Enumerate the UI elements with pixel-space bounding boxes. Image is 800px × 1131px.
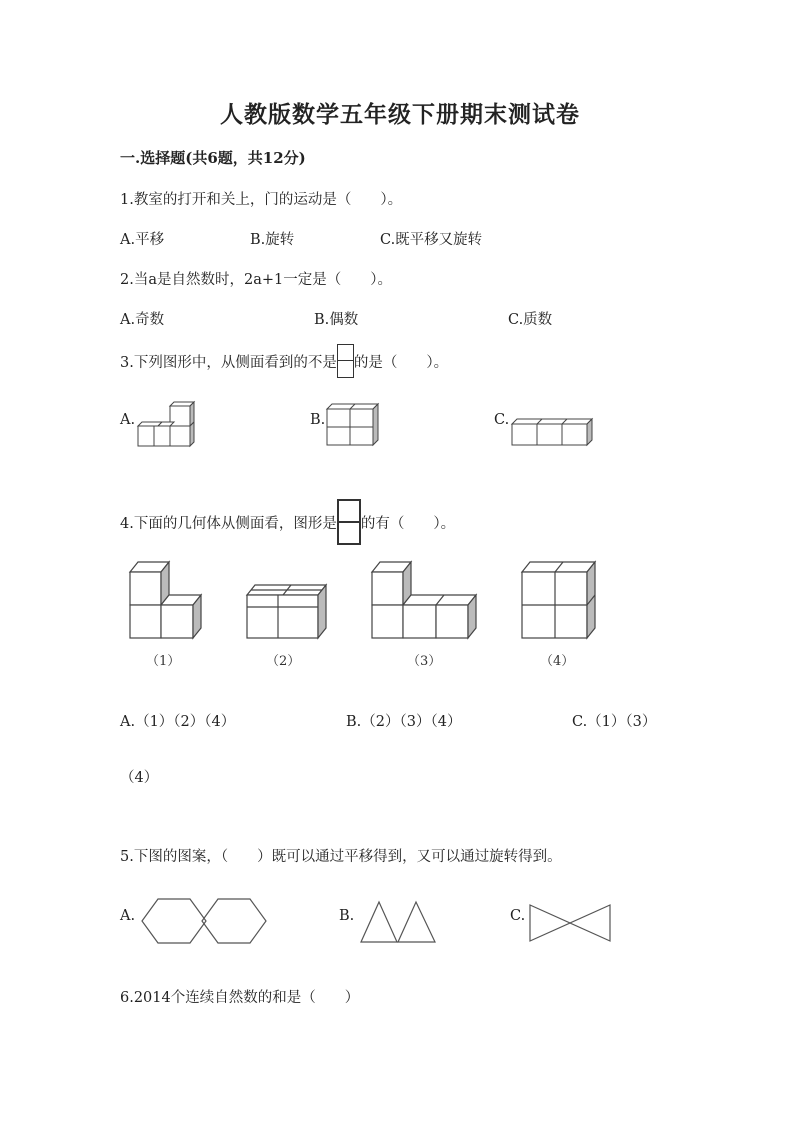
q5-option-a: A. [120,908,136,924]
q3-text-after: 的是（ ）。 [353,355,449,371]
q5-option-a-figure [142,899,267,945]
q3-option-b: B. [310,412,326,428]
q4-two-square-figure [337,499,361,545]
q4-figure-2 [245,585,335,645]
q4-option-b: B.（2）（3）（4） [346,714,462,730]
q3-option-c: C. [494,412,510,428]
q3-two-square-figure [337,344,354,378]
q4-figure-2-label: （2） [266,654,301,669]
question-4 [120,501,455,547]
q1-option-b: B.旋转 [250,232,295,248]
q4-figure-4 [520,562,600,642]
q4-figure-1 [128,562,208,642]
q4-figure-3-label: （3） [407,654,442,669]
page-title: 人教版数学五年级下册期末测试卷 [220,101,580,128]
q3-text-before: 3.下列图形中，从侧面看到的不是 [120,355,337,371]
q3-option-b-figure [327,404,387,449]
q4-figure-4-label: （4） [540,654,575,669]
q1-option-c: C.既平移又旋转 [380,232,483,248]
q2-option-a: A.奇数 [120,312,165,328]
q3-option-a: A. [120,412,136,428]
q4-text-after: 的有（ ）。 [360,516,456,532]
question-6: 6.2014个连续自然数的和是（ ） [120,990,360,1006]
q1-option-a: A.平移 [120,232,165,248]
q3-option-c-figure [512,419,597,449]
q2-option-c: C.质数 [508,312,553,328]
q5-option-c: C. [510,908,526,924]
q4-option-c: C.（1）（3） [572,714,657,730]
section-heading: 一.选择题(共6题，共12分) [120,149,306,167]
q4-option-a: A.（1）（2）（4） [120,714,236,730]
q5-option-c-figure [530,905,612,943]
q5-option-b-figure [361,900,437,944]
q4-option-c-continued: （4） [120,770,159,786]
question-5: 5.下图的图案，（ ）既可以通过平移得到，又可以通过旋转得到。 [120,849,562,865]
q5-option-b: B. [339,908,355,924]
q4-text-before: 4.下面的几何体从侧面看，图形是 [120,516,337,532]
q2-option-b: B.偶数 [314,312,359,328]
q4-figure-1-label: （1） [146,654,181,669]
q3-option-a-figure [138,402,198,447]
question-1: 1.教室的打开和关上，门的运动是（ ）。 [120,192,403,208]
q4-figure-3 [370,562,485,642]
question-3 [120,346,448,380]
question-2: 2.当a是自然数时，2a+1一定是（ ）。 [120,272,392,288]
